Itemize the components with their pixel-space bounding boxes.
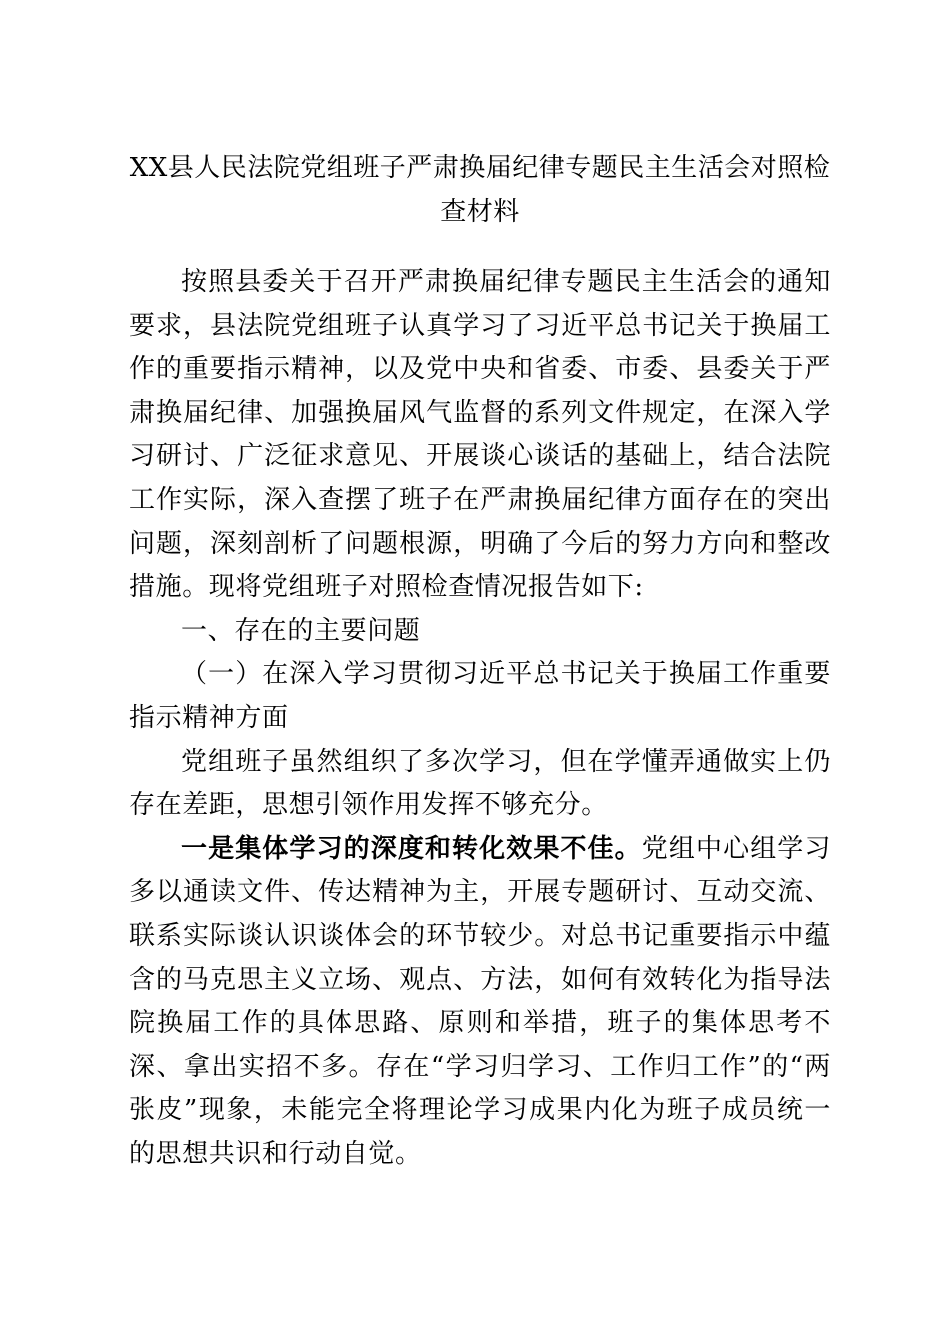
- subsection-heading: （一）在深入学习贯彻习近平总书记关于换届工作重要指示精神方面: [129, 659, 831, 733]
- section-heading: 一、存在的主要问题: [181, 615, 421, 646]
- document-title: XX县人民法院党组班子严肃换届纪律专题民主生活会对照检查材料: [129, 153, 831, 227]
- point-one-text: 党组中心组学习多以通读文件、传达精神为主，开展专题研讨、互动交流、联系实际谈认识谈体会的环节较少。对总书记重要指示中蕴含的马克思主义立场、观点、方法，如何有效转化为指导法院换届工作的具体思路、原则和举措，班子的集体思考不深、拿出实招不多。存在“学习归学习、工作归工作”的“两张皮”现象，未能完全将理论学习成果内化为班子成员统一的思想共识和行动自觉。: [129, 833, 832, 1169]
- document-body: [129, 261, 831, 1176]
- point-one-lead: 一是集体学习的深度和转化效果不佳。: [181, 833, 642, 864]
- subsection-summary-paragraph: 党组班子虽然组织了多次学习，但在学懂弄通做实上仍存在差距，思想引领作用发挥不够充分。: [129, 746, 831, 821]
- document-content: [129, 146, 831, 1176]
- intro-paragraph: 按照县委关于召开严肃换届纪律专题民主生活会的通知要求，县法院党组班子认真学习了习近平总书记关于换届工作的重要指示精神，以及党中央和省委、市委、县委关于严肃换届纪律、加强换届风气监督的系列文件规定，在深入学习研讨、广泛征求意见、开展谈心谈话的基础上，结合法院工作实际，深入查摆了班子在严肃换届纪律方面存在的突出问题，深刻剖析了问题根源，明确了今后的努力方向和整改措施。现将党组班子对照检查情况报告如下:: [129, 267, 831, 603]
- point-one-paragraph: [129, 828, 831, 1177]
